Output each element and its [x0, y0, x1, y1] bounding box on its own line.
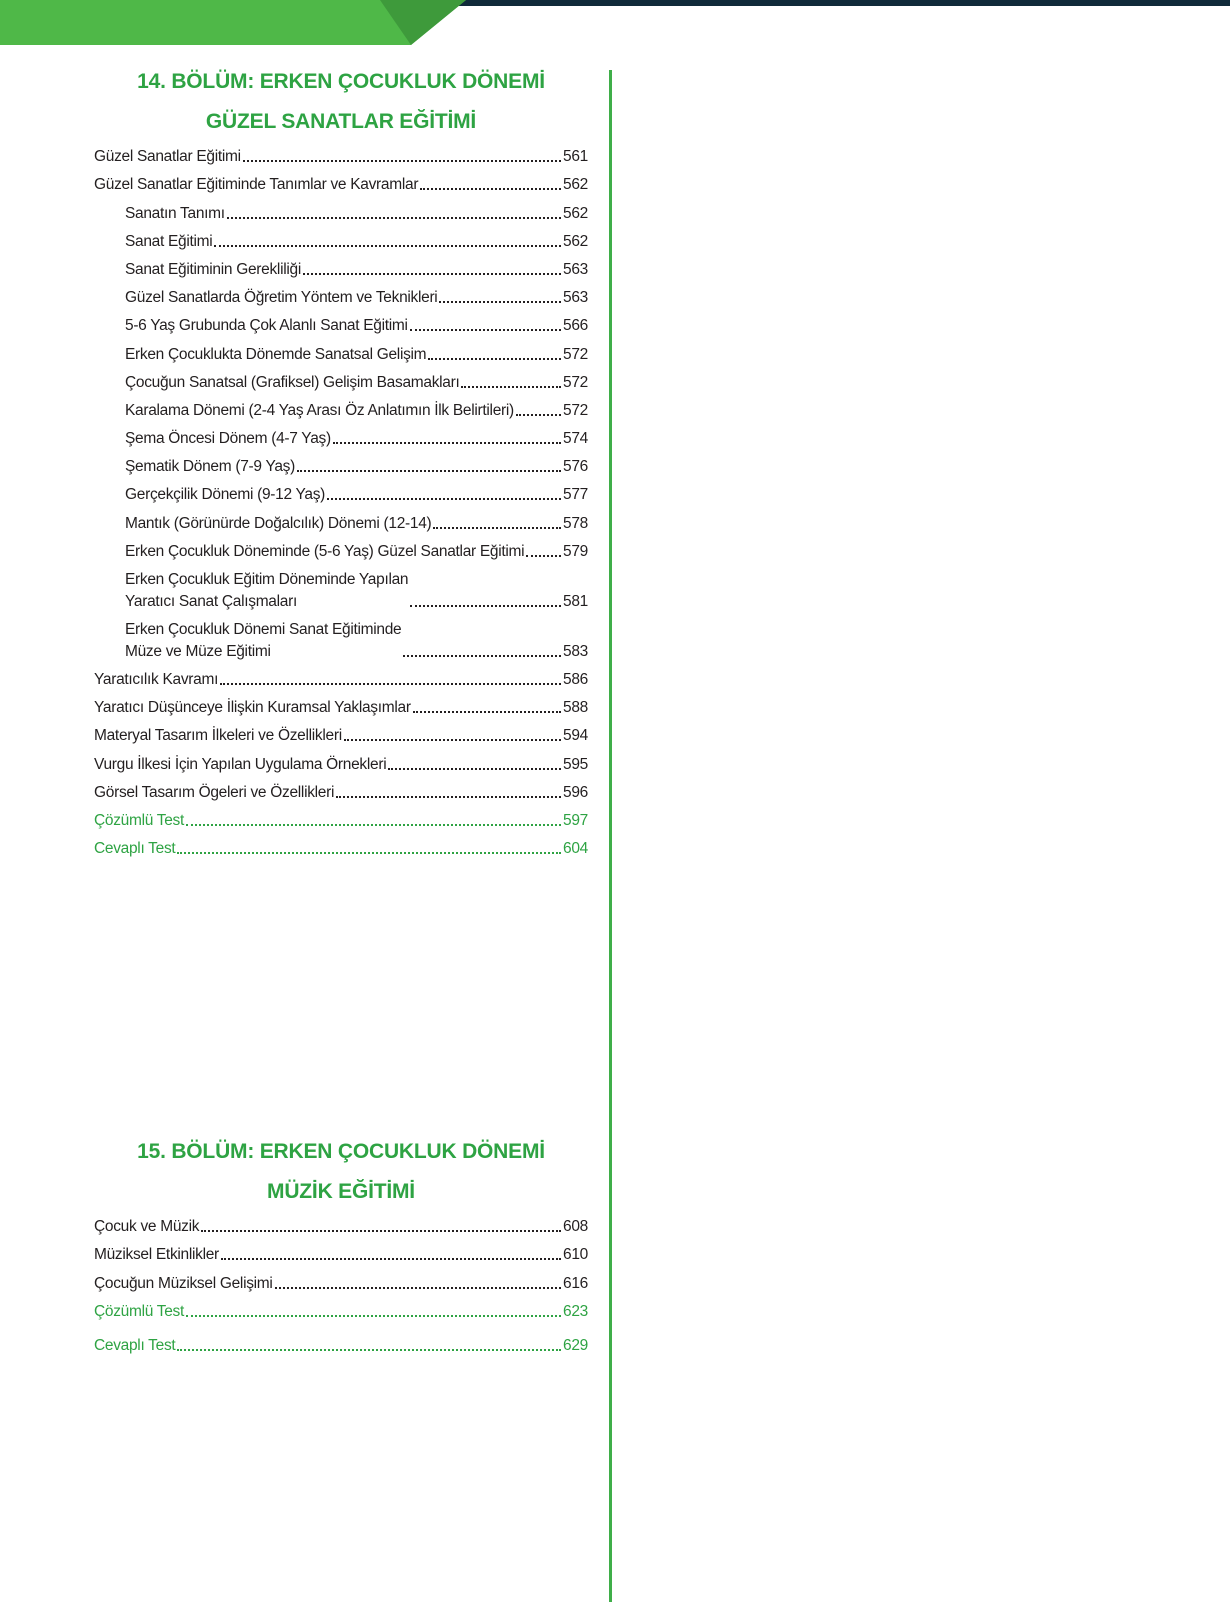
toc-entry-page: 578	[563, 514, 588, 532]
toc-dot-leader	[526, 555, 561, 557]
toc-entry[interactable]	[94, 665, 588, 693]
toc-entry[interactable]	[94, 396, 588, 424]
toc-entry-page: 572	[563, 373, 588, 391]
toc-entry[interactable]	[94, 198, 588, 226]
toc-entry-page: 581	[563, 592, 588, 610]
toc-entry[interactable]	[94, 1268, 588, 1296]
toc-entry-page: 610	[563, 1246, 588, 1264]
chapter-14-heading: 14. BÖLÜM: ERKEN ÇOCUKLUK DÖNEMİ	[137, 70, 545, 93]
toc-entry-page: 579	[563, 542, 588, 560]
toc-entry[interactable]	[94, 778, 588, 806]
toc-entry-title: Karalama Dönemi (2-4 Yaş Arası Öz Anlatımın İlk Belirtileri)	[125, 401, 514, 419]
toc-entry-page: 574	[563, 430, 588, 448]
toc-entry-page: 563	[563, 289, 588, 307]
chapter-15-subheading: MÜZİK EĞİTİMİ	[267, 1180, 415, 1203]
toc-entry[interactable]	[94, 142, 588, 170]
toc-entry[interactable]	[94, 537, 588, 565]
toc-entry[interactable]	[94, 283, 588, 311]
toc-entry-page: 629	[563, 1336, 588, 1354]
toc-entry-title: Sanat Eğitiminin Gerekliliği	[125, 260, 301, 278]
toc-entry-page: 561	[563, 148, 588, 166]
toc-dot-leader	[403, 655, 561, 657]
toc-entry-page: 566	[563, 317, 588, 335]
toc-dot-leader	[201, 1230, 561, 1232]
toc-dot-leader	[410, 329, 561, 331]
toc-entry-title: Şematik Dönem (7-9 Yaş)	[125, 458, 295, 476]
toc-entry-title: Vurgu İlkesi İçin Yapılan Uygulama Örnekleri	[94, 755, 387, 773]
toc-entry-page: 616	[563, 1274, 588, 1292]
toc-entry[interactable]	[94, 1212, 588, 1240]
toc-entry[interactable]	[94, 749, 588, 777]
toc-entry-title: Güzel Sanatlarda Öğretim Yöntem ve Teknikleri	[125, 289, 438, 307]
toc-entry-title: Müziksel Etkinlikler	[94, 1246, 219, 1264]
toc-dot-leader	[221, 1258, 561, 1260]
toc-dot-leader	[433, 527, 561, 529]
toc-entry[interactable]	[94, 615, 588, 665]
toc-entry-title: Erken Çocuklukta Dönemde Sanatsal Gelişim	[125, 345, 427, 363]
toc-entry[interactable]	[94, 368, 588, 396]
toc-dot-leader	[410, 605, 561, 607]
toc-entry[interactable]	[94, 508, 588, 536]
toc-entry[interactable]	[94, 721, 588, 749]
column-divider	[609, 70, 612, 1602]
toc-entry-title: Mantık (Görünürde Doğalcılık) Dönemi (12-14)	[125, 514, 432, 532]
toc-entry-title: Çözümlü Test	[94, 1302, 185, 1320]
toc-dot-leader	[428, 358, 561, 360]
toc-dot-leader	[420, 188, 561, 190]
toc-entry-page: 596	[563, 783, 588, 801]
toc-dot-leader	[214, 245, 561, 247]
toc-dot-leader	[344, 739, 561, 741]
toc-dot-leader	[413, 711, 561, 713]
toc-entry-title: Erken Çocukluk Dönemi Sanat Eğitiminde Müze ve Müze Eğitimi	[125, 620, 402, 660]
toc-entry-title: Şema Öncesi Dönem (4-7 Yaş)	[125, 430, 331, 448]
toc-entry-title: Cevaplı Test	[94, 840, 176, 858]
toc-entry[interactable]	[94, 565, 588, 615]
toc-dot-leader	[220, 683, 561, 685]
toc-entry[interactable]	[94, 693, 588, 721]
chapter-14-toc	[94, 142, 588, 862]
toc-entry[interactable]	[94, 424, 588, 452]
toc-entry-page: 563	[563, 260, 588, 278]
toc-entry-title: Çocuğun Sanatsal (Grafiksel) Gelişim Basamakları	[125, 373, 460, 391]
toc-entry-page: 594	[563, 727, 588, 745]
chapter-15-section	[94, 1138, 588, 1359]
toc-entry-title: Güzel Sanatlar Eğitiminde Tanımlar ve Kavramlar	[94, 176, 419, 194]
toc-dot-leader	[303, 273, 561, 275]
toc-entry-title: Cevaplı Test	[94, 1336, 176, 1354]
toc-dot-leader	[516, 414, 561, 416]
toc-dot-leader	[227, 217, 561, 219]
toc-entry-page: 586	[563, 671, 588, 688]
toc-entry-title: Çocuk ve Müzik	[94, 1218, 200, 1236]
toc-entry[interactable]	[94, 339, 588, 367]
toc-entry-title: Sanatın Tanımı	[125, 204, 225, 222]
toc-dot-leader	[461, 386, 561, 388]
toc-entry[interactable]	[94, 480, 588, 508]
toc-entry[interactable]	[94, 834, 588, 862]
toc-entry[interactable]	[94, 452, 588, 480]
toc-entry-title: Çözümlü Test	[94, 811, 185, 829]
toc-dot-leader	[388, 768, 561, 770]
toc-entry-page: 562	[563, 176, 588, 194]
toc-entry[interactable]	[94, 1297, 588, 1325]
toc-dot-leader	[327, 498, 561, 500]
toc-entry[interactable]	[94, 1240, 588, 1268]
toc-entry[interactable]	[94, 1331, 588, 1359]
toc-entry-title: Gerçekçilik Dönemi (9-12 Yaş)	[125, 486, 326, 504]
chapter-14-subheading: GÜZEL SANATLAR EĞİTİMİ	[205, 110, 477, 133]
toc-entry-title: Görsel Tasarım Ögeleri ve Özellikleri	[94, 783, 335, 801]
toc-dot-leader	[333, 442, 561, 444]
toc-dot-leader	[297, 470, 561, 472]
toc-entry-page: 583	[563, 642, 588, 660]
toc-entry-title: Güzel Sanatlar Eğitimi	[94, 148, 241, 166]
header-navy-bar	[380, 0, 1230, 6]
toc-dot-leader	[439, 301, 561, 303]
toc-entry-title: Materyal Tasarım İlkeleri ve Özellikleri	[94, 727, 342, 745]
toc-entry[interactable]	[94, 311, 588, 339]
toc-dot-leader	[177, 1349, 561, 1351]
toc-entry-page: 562	[563, 232, 588, 250]
toc-entry-page: 595	[563, 755, 588, 773]
toc-entry-title: Erken Çocukluk Eğitim Döneminde Yapılan Yaratıcı Sanat Çalışmaları	[125, 570, 409, 610]
toc-entry-title: Sanat Eğitimi	[125, 232, 213, 250]
toc-dot-leader	[177, 852, 561, 854]
toc-entry[interactable]	[94, 255, 588, 283]
toc-dot-leader	[275, 1287, 561, 1289]
toc-entry-title: Yaratıcılık Kavramı	[94, 671, 219, 688]
toc-entry-page: 572	[563, 345, 588, 363]
toc-entry-page: 577	[563, 486, 588, 504]
toc-entry-page: 604	[563, 840, 588, 858]
toc-entry-title: Yaratıcı Düşünceye İlişkin Kuramsal Yaklaşımlar	[94, 699, 411, 717]
toc-entry-page: 597	[563, 811, 588, 829]
toc-dot-leader	[186, 1315, 561, 1317]
toc-entry-page: 572	[563, 401, 588, 419]
chapter-14-section	[94, 68, 588, 862]
toc-entry[interactable]	[94, 227, 588, 255]
toc-dot-leader	[336, 796, 561, 798]
toc-dot-leader	[186, 824, 561, 826]
chapter-15-toc	[94, 1212, 588, 1359]
chapter-15-heading: 15. BÖLÜM: ERKEN ÇOCUKLUK DÖNEMİ	[137, 1140, 545, 1163]
toc-entry-page: 588	[563, 699, 588, 717]
toc-entry-page: 576	[563, 458, 588, 476]
toc-entry-title: Çocuğun Müziksel Gelişimi	[94, 1274, 273, 1292]
toc-entry[interactable]	[94, 170, 588, 198]
toc-entry-page: 623	[563, 1302, 588, 1320]
toc-entry-title: Erken Çocukluk Döneminde (5-6 Yaş) Güzel Sanatlar Eğitimi	[125, 542, 525, 560]
toc-dot-leader	[243, 160, 561, 162]
toc-entry-page: 562	[563, 204, 588, 222]
toc-entry-page: 608	[563, 1218, 588, 1236]
toc-entry-title: 5-6 Yaş Grubunda Çok Alanlı Sanat Eğitimi	[125, 317, 408, 335]
toc-entry[interactable]	[94, 806, 588, 834]
